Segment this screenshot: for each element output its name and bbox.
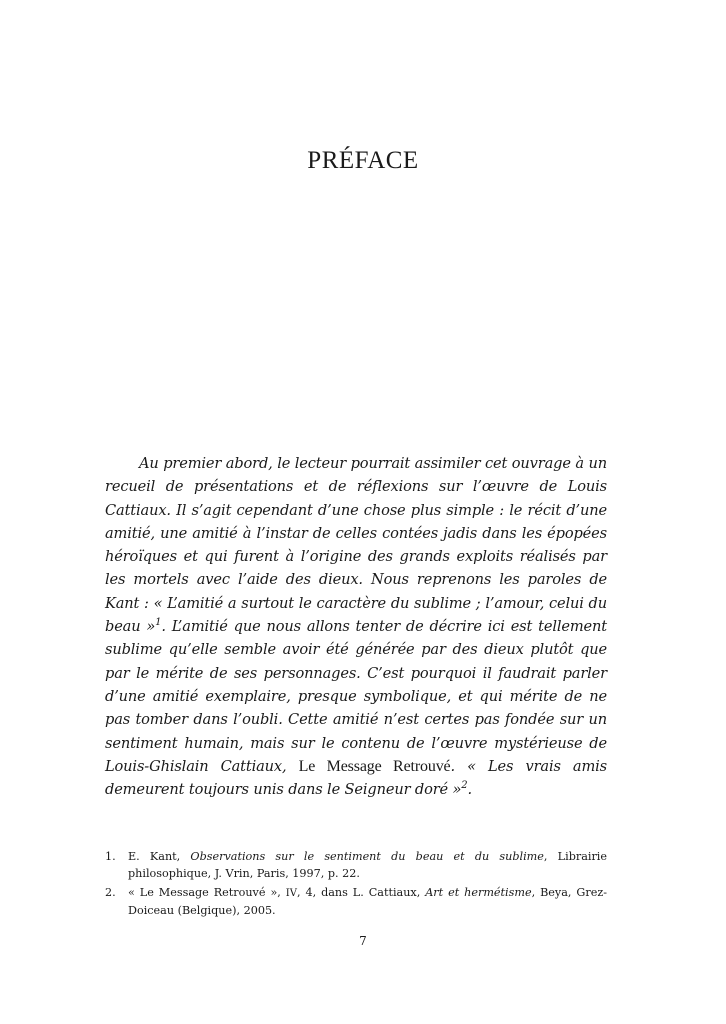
footnote-cited-title: Observations sur le sentiment du beau et du sublime: [190, 850, 544, 863]
footnote-number: 2.: [105, 885, 116, 899]
footnote-text: E. Kant,: [128, 850, 191, 863]
footnote-cited-title: Art et hermétisme: [425, 885, 532, 899]
footnote-number: 1.: [105, 850, 116, 863]
footnote-text: , Beya, Grez-Doiceau (Belgique), 2005.: [128, 885, 608, 917]
body-text-part-1: Au premier abord, le lecteur pourrait assimiler cet ouvrage à un recueil de présentations et de réflexions sur l’œuvre de Louis Cattiaux. Il s’agit cependant d’une chose plus simple : le récit d’une amitié, une amitié à l’instar de celles contées jadis dans les épopées héroïques et qui furent à l’origine des grands exploits réalisés par les mortels avec l’aide des dieux. Nous reprenons les paroles de Kant : « L’amitié a surtout le caractère du sublime ; l’amour, celui du beau »: [105, 455, 607, 636]
body-text-part-3: . « Les vrais amis demeurent toujours unis dans le Seigneur doré »: [105, 757, 607, 799]
footnote-chapter-numeral: IV: [285, 887, 297, 899]
body-text-part-2: . L’amitié que nous allons tenter de décrire ici est tellement sublime qu’elle semble avoir été générée par des dieux plutôt que par le mérite de ses personnages. C’est pourquoi il faudrait parler d’une amitié exemplaire, presque symbolique, et qui mérite de ne pas tomber dans l’oubli. Cette amitié n’est certes pas fondée sur un sentiment humain, mais sur le contenu de l’œuvre mystérieuse de Louis-Ghislain Cattiaux,: [105, 618, 607, 775]
footnote-text: , Librairie philosophique, J. Vrin, Paris, 1997, p. 22.: [128, 850, 607, 881]
body-text-part-4: .: [467, 781, 473, 799]
footnote-ref-1[interactable]: 1: [155, 617, 162, 629]
book-title: Le Message Retrouvé: [298, 757, 451, 775]
page-number: 7: [359, 934, 367, 948]
footnote-2: [105, 884, 607, 920]
body-paragraph: [105, 452, 607, 801]
footnote-text: « Le Message Retrouvé »,: [128, 885, 286, 899]
page-title: PRÉFACE: [307, 147, 419, 174]
footnote-text: , 4, dans L. Cattiaux,: [296, 885, 426, 899]
footnote-1: [105, 848, 607, 883]
footnote-ref-2[interactable]: 2: [461, 780, 468, 792]
footnotes: [105, 848, 607, 920]
